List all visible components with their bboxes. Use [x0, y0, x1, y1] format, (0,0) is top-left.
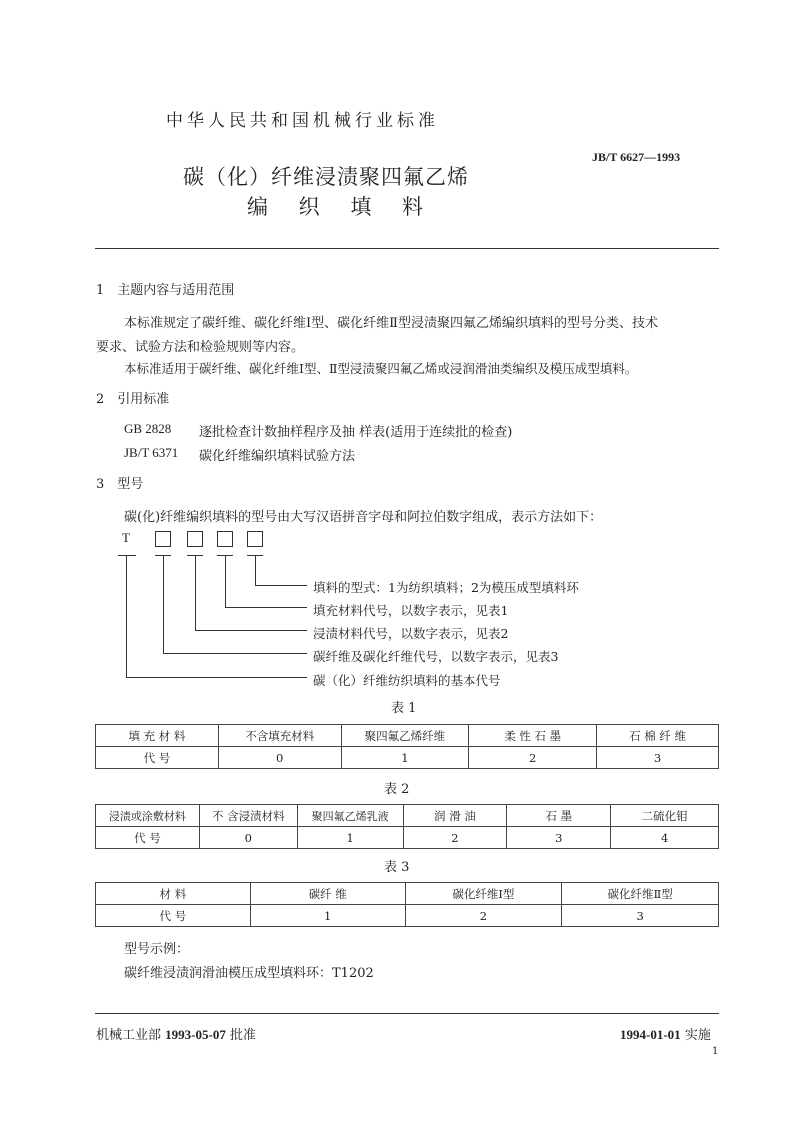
section2-heading: 2 引用标准: [96, 392, 170, 407]
standard-org-title: 中华人民共和国机械行业标准: [166, 111, 439, 131]
table-cell: 2: [403, 827, 507, 849]
table-header-cell: 石 棉 纤 维: [597, 725, 719, 747]
table-cell: 1: [341, 747, 469, 769]
table-header-cell: 不 含浸渍材料: [199, 805, 297, 827]
code-box-4: [247, 531, 263, 547]
diagram-label-base-code: 碳（化）纤维纺织填料的基本代号: [313, 673, 501, 688]
leader-prefix-vertical: [126, 555, 127, 678]
example-text: 碳纤维浸渍润滑油模压成型填料环：T1202: [124, 966, 374, 981]
table-row: [96, 747, 719, 769]
table-header-cell: 二硫化钼: [611, 805, 719, 827]
table-row: [96, 883, 719, 905]
table1-caption: 表 1: [391, 701, 417, 716]
diagram-label-impregnant: 浸渍材料代号，以数字表示，见表2: [313, 626, 509, 641]
effective-line: [620, 1024, 711, 1043]
code-box-1: [155, 531, 171, 547]
reference-title-1: 逐批检查计数抽样程序及抽 样表(适用于连续批的检查): [199, 425, 513, 440]
leader-box4-horizontal: [255, 585, 307, 586]
table3: [95, 882, 719, 927]
table1: [95, 724, 719, 769]
table-cell: 0: [199, 827, 297, 849]
leader-box4-vertical: [255, 555, 256, 586]
table-header-cell: 碳纤 维: [250, 883, 405, 905]
table-row: [96, 805, 719, 827]
table-header-cell: 浸渍或涂敷材料: [96, 805, 200, 827]
table-row: [96, 725, 719, 747]
document-title-line2: 编 织 填 料: [247, 195, 436, 219]
table-cell: 0: [218, 747, 341, 769]
header-divider: [95, 248, 719, 249]
table-header-cell: 不含填充材料: [218, 725, 341, 747]
section1-paragraph1a: 本标准规定了碳纤维、碳化纤维Ⅰ型、碳化纤维Ⅱ型浸渍聚四氟乙烯编织填料的型号分类、技术: [124, 316, 658, 331]
reference-code-1: GB 2828: [124, 421, 172, 436]
reference-title-2: 碳化纤维编织填料试验方法: [199, 449, 356, 464]
reference-code-2: JB/T 6371: [124, 445, 179, 460]
diagram-label-fiber: 碳纤维及碳化纤维代号，以数字表示，见表3: [313, 649, 559, 664]
leader-box3-horizontal: [225, 607, 307, 608]
table-header-cell: 聚四氟乙烯纤维: [341, 725, 469, 747]
footer-divider: [95, 1013, 719, 1014]
standard-code: JB/T 6627—1993: [592, 150, 681, 164]
section1-heading: 1 主题内容与适用范围: [96, 283, 235, 298]
table3-caption: 表 3: [384, 860, 410, 875]
table-header-cell: 材 料: [96, 883, 251, 905]
table-cell: 4: [611, 827, 719, 849]
diagram-label-form: 填料的型式：1为纺织填料；2为模压成型填料环: [313, 580, 579, 595]
leader-box1-vertical: [163, 555, 164, 654]
table-cell: 1: [250, 905, 405, 927]
diagram-label-filler: 填充材料代号，以数字表示，见表1: [313, 603, 509, 618]
page-number: 1: [712, 1046, 719, 1057]
code-box-2: [187, 531, 203, 547]
table-header-cell: 柔 性 石 墨: [469, 725, 597, 747]
table-header-cell: 石 墨: [507, 805, 611, 827]
section1-paragraph2: 本标准适用于碳纤维、碳化纤维Ⅰ型、Ⅱ型浸渍聚四氟乙烯或浸润滑油类编织及模压成型填料。: [124, 361, 638, 376]
table-header-cell: 润 滑 油: [403, 805, 507, 827]
leader-prefix-horizontal: [126, 677, 307, 678]
model-prefix-letter: T: [122, 530, 130, 545]
table-cell: 2: [469, 747, 597, 769]
table-header-cell: 聚四氟乙烯乳液: [297, 805, 403, 827]
document-title-line1: 碳（化）纤维浸渍聚四氟乙烯: [183, 165, 469, 189]
approving-authority: 机械工业部: [96, 1028, 162, 1043]
approval-line: [96, 1024, 256, 1043]
table-cell: 2: [405, 905, 562, 927]
approval-label: 批准: [229, 1028, 256, 1043]
effective-date: 1994-01-01: [620, 1027, 681, 1042]
leader-box2-vertical: [195, 555, 196, 631]
table2-caption: 表 2: [384, 782, 410, 797]
table-row: [96, 827, 719, 849]
table-header-cell: 填 充 材 料: [96, 725, 219, 747]
section3-intro: 碳(化)纤维编织填料的型号由大写汉语拼音字母和阿拉伯数字组成，表示方法如下：: [124, 510, 603, 525]
table2: [95, 804, 719, 849]
leader-box2-horizontal: [195, 630, 307, 631]
table-header-cell: 碳化纤维Ⅰ型: [405, 883, 562, 905]
table-row: [96, 905, 719, 927]
section3-heading: 3 型号: [96, 477, 144, 492]
table-cell: 代 号: [96, 827, 200, 849]
example-heading: 型号示例：: [124, 942, 190, 957]
table-cell: 3: [507, 827, 611, 849]
section1-paragraph1b: 要求、试验方法和检验规则等内容。: [96, 340, 305, 355]
leader-box3-vertical: [225, 555, 226, 608]
table-cell: 1: [297, 827, 403, 849]
prefix-underline: [118, 555, 136, 556]
table-cell: 代 号: [96, 747, 219, 769]
table-header-cell: 碳化纤维Ⅱ型: [562, 883, 719, 905]
table-cell: 代 号: [96, 905, 251, 927]
table-cell: 3: [597, 747, 719, 769]
code-box-3: [217, 531, 233, 547]
leader-box1-horizontal: [163, 653, 307, 654]
effective-label: 实施: [684, 1028, 711, 1043]
table-cell: 3: [562, 905, 719, 927]
approval-date: 1993-05-07: [165, 1027, 226, 1042]
